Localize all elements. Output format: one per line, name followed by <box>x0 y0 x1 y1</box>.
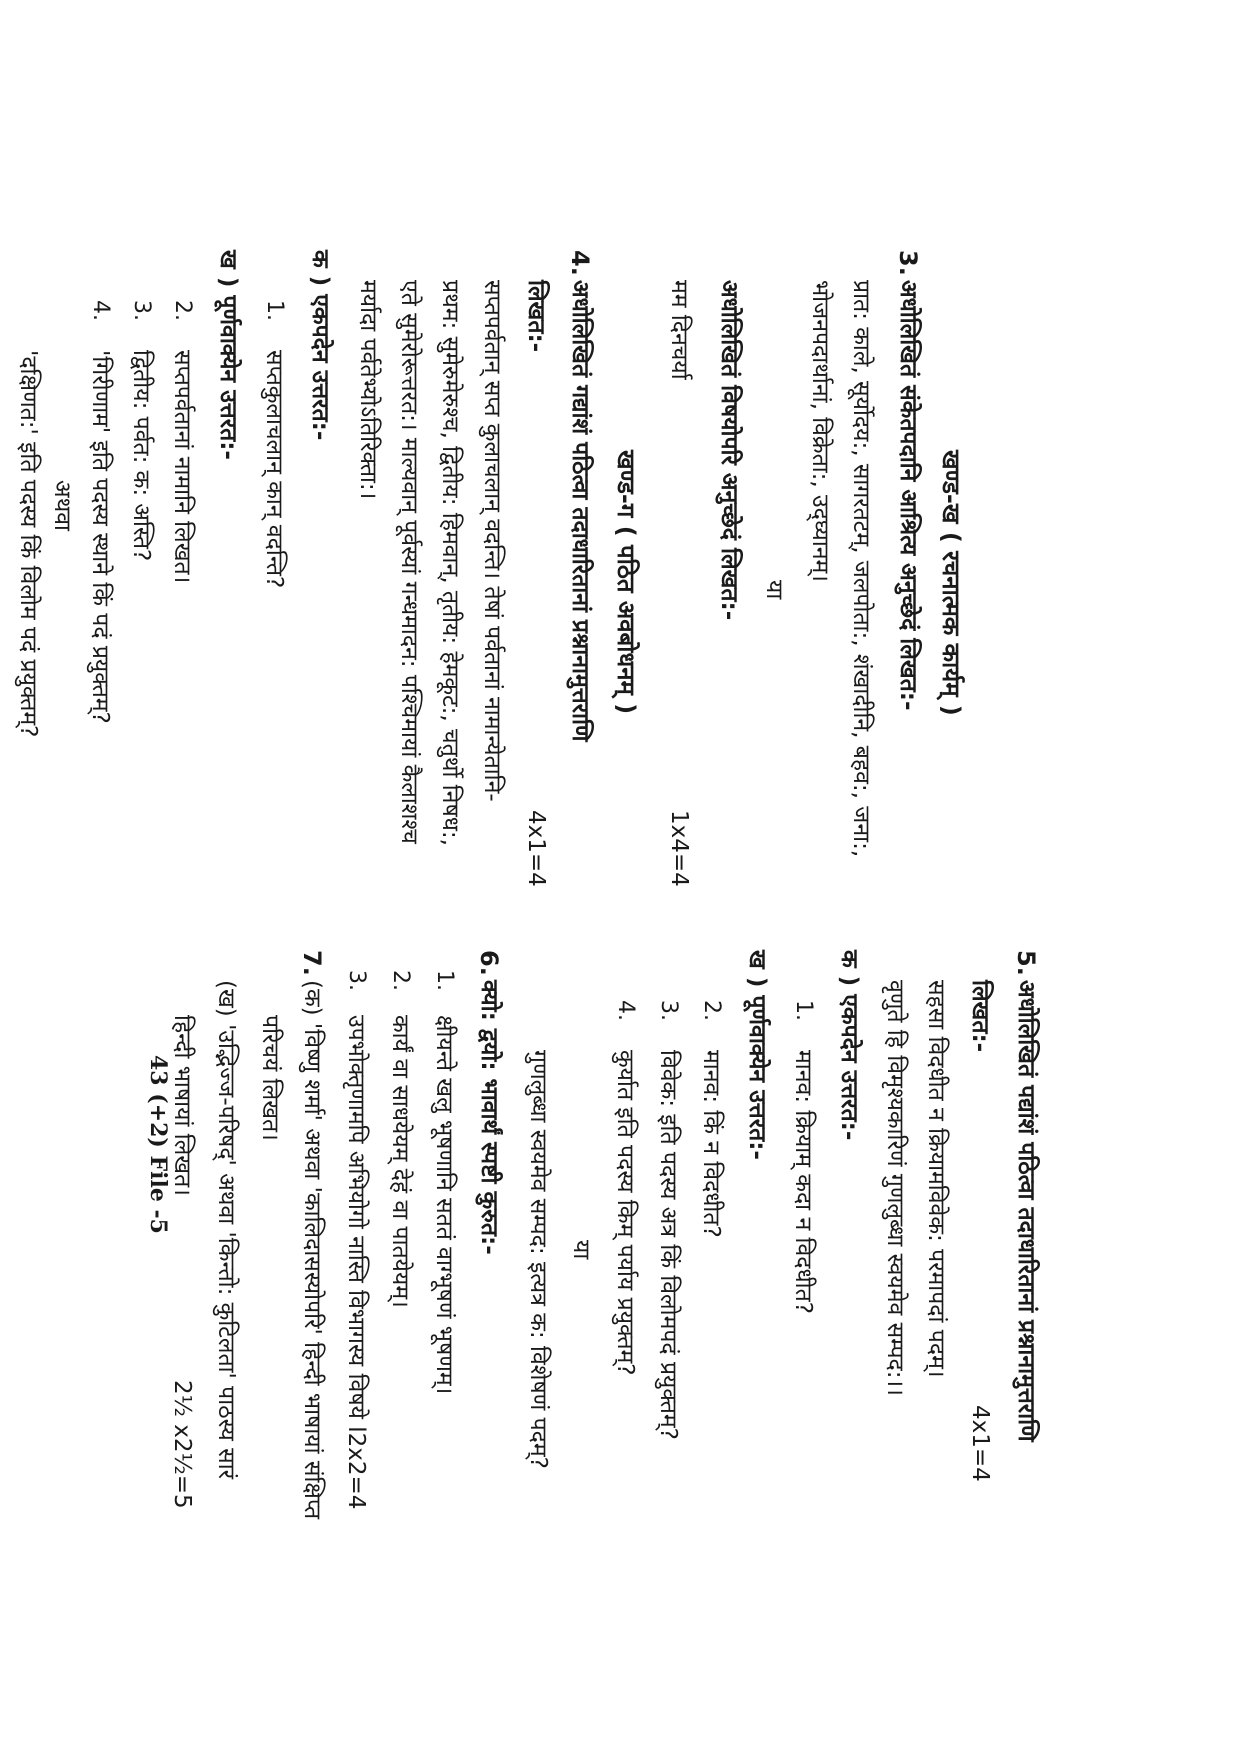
q6-item2-number: 2. <box>388 970 413 991</box>
q6-number: 6. <box>475 950 503 976</box>
q4-kha3-number: 3. <box>129 300 154 321</box>
q5-kha4-alt: गुणलुब्धा स्वयमेव सम्पद: इत्यत्र क: विशेषणं पदम्? <box>525 1050 551 1469</box>
q5-title-line-2: लिखत:- <box>967 980 993 1053</box>
q4-kha2-number: 2. <box>170 300 195 321</box>
q4-kha4-number: 4. <box>88 300 113 321</box>
q4-kha4-alt: 'दक्षिणत:' इति पदस्य किं विलोम पदं प्रयुक्तम्? <box>15 350 41 738</box>
q5-kha-heading: ख ) पूर्णवाक्येन उत्तरत:- <box>744 950 770 1160</box>
q4-ka-heading: क ) एकपदेन उत्तरत:- <box>307 250 333 441</box>
q4-kha4: 'गिरीणाम' इति पदस्य स्थाने किं पदं प्रयुक्तम्? <box>87 350 113 724</box>
q4-passage-line-2: प्रथम: सुमेरुमेरुश्च, द्वितीय: हिमवान्, तृतीय: हेमकूट:, चतुर्थो निषध:, <box>437 280 463 846</box>
q5-kha3-number: 3. <box>656 1000 681 1021</box>
right-column <box>0 950 1241 1520</box>
q6-item2: कार्यं वा साधयेयम् देहं वा पातयेयम्। <box>387 1015 413 1308</box>
q7-marks: 2½ x2½=5 <box>169 1380 195 1509</box>
q5-ka1: मानव: क्रियाम् कदा न विदधीत? <box>790 1050 816 1314</box>
q4-or: अथवा <box>49 480 75 532</box>
q5-marks: 4x1=4 <box>967 1405 993 1482</box>
q5-verse-line-1: सहसा विदधीत न क्रियामविवेक: परमापदां पदम्। <box>923 980 949 1378</box>
q6-item3: उपभोक्तृणामपि अभियोगो नास्ति विभागस्य विषये l2x2=4 <box>343 1015 369 1510</box>
q4-ka1: सप्तकुलाचलान् कान् वदन्ति? <box>261 350 287 589</box>
q5-kha2: मानव: किं न विदधीत? <box>698 1050 724 1238</box>
section-c-header: खण्ड-ग ( पठित अवबोधनम् ) <box>612 450 640 715</box>
q5-kha3: विवेक: इति पदस्य अत्र किं विलोमपदं प्रयुक्तम्? <box>655 1050 681 1440</box>
q5-or: या <box>568 1240 594 1260</box>
q4-kha-heading: ख ) पूर्णवाक्येन उत्तरत:- <box>215 250 241 460</box>
q5-number: 5. <box>1012 950 1040 976</box>
q4-number: 4. <box>566 250 594 276</box>
q5-verse-line-2: वृणुते हि विमृश्यकारिणं गुणलुब्धा स्वयमेव सम्पद:।। <box>882 980 908 1396</box>
q5-title-line-1: अधोलिखितं पद्यांशं पठित्वा तदाधारितानां प्रश्नानामुत्तराणि <box>1013 980 1039 1442</box>
q5-ka-heading: क ) एकपदेन उत्तरत:- <box>836 950 862 1141</box>
q4-marks: 4x1=4 <box>523 810 549 887</box>
q4-passage-line-3: एते सुमेरोरूत्तरत:। माल्यवान् पूर्वस्यां गन्धमादन: पश्चिमायां कैलाशश्च <box>396 280 422 844</box>
q3-alt-topic: मम दिनचर्या <box>666 280 692 380</box>
q5-kha4-number: 4. <box>613 1000 638 1021</box>
q4-passage-line-1: सप्तपर्वतान् सप्त कुलाचलान् वदन्ति। तेषां पर्वतानां नामान्येतानि- <box>479 280 505 802</box>
q3-marks: 1x4=4 <box>666 810 692 887</box>
q3-cue-line-2: भोजनपदार्थानां, विक्रेता:, उद्घ्यानम्। <box>807 280 833 583</box>
q4-title-line-2: लिखत:- <box>523 280 549 353</box>
q3-title: अधोलिखितं संकेतपदानि आश्रित्य अनुच्छेदं लिखत:- <box>895 280 921 711</box>
q7-a-line-1: (क) 'विष्णु शर्मा' अथवा 'कालिदासस्योपरि' हिन्दी भाषायां संक्षिप्त <box>299 980 325 1520</box>
q3-cue-line-1: प्रात: काले, सूर्योदय:, सागरतटम्, जलपोता:, शंखादीनि, बहव:, जना:, <box>848 280 874 858</box>
q4-kha2: सप्तपर्वतानां नामानि लिखत। <box>169 350 195 584</box>
q6-item1: क्षीयन्ते खलु भूषणानि सततं वाग्भूषणं भूषणम्। <box>431 1015 457 1395</box>
q6-item1-number: 1. <box>432 970 457 991</box>
left-column <box>0 250 1241 920</box>
q4-ka1-number: 1. <box>262 300 287 321</box>
q5-kha2-number: 2. <box>699 1000 724 1021</box>
q7-number: 7. <box>298 950 326 976</box>
q5-kha4: कुर्यात इति पदस्य किम् पर्याय प्रयुक्तम्? <box>612 1050 638 1376</box>
q7-a-line-2: परिचयं लिखत। <box>257 1015 283 1141</box>
q4-kha3: द्वितीय: पर्वत: क: अस्ति? <box>128 350 154 562</box>
q3-or: या <box>761 580 787 600</box>
q3-alt-title: अधोलिखितं विषयोपरि अनुच्छेदं लिखत:- <box>716 280 742 621</box>
q7-b-line-1: (ख) 'उद्भिज्ज-परिषद्' अथवा 'किन्तो: कुटिलता' पाठस्य सारं <box>213 980 239 1480</box>
q3-number: 3. <box>894 250 922 276</box>
q7-b-line-2: हिन्दी भाषायां लिखत। <box>169 1015 195 1196</box>
section-b-header: खण्ड-ख ( रचनात्मक कार्यम् ) <box>937 450 965 716</box>
page-label: 43 (+2) File -5 <box>145 1055 171 1234</box>
q6-title: क्यो: द्वयो: भावार्थं स्पष्टी कुरुत:- <box>476 980 502 1255</box>
q4-title-line-1: अधोलिखितं गद्यांशं पठित्वा तदाधारितानां प्रश्नानामुत्तराणि <box>567 280 593 742</box>
q6-item3-number: 3. <box>344 970 369 991</box>
q5-ka1-number: 1. <box>791 1000 816 1021</box>
q4-passage-line-4: मर्यादा पर्वतेभ्योऽतिरिक्ता:। <box>355 280 381 500</box>
